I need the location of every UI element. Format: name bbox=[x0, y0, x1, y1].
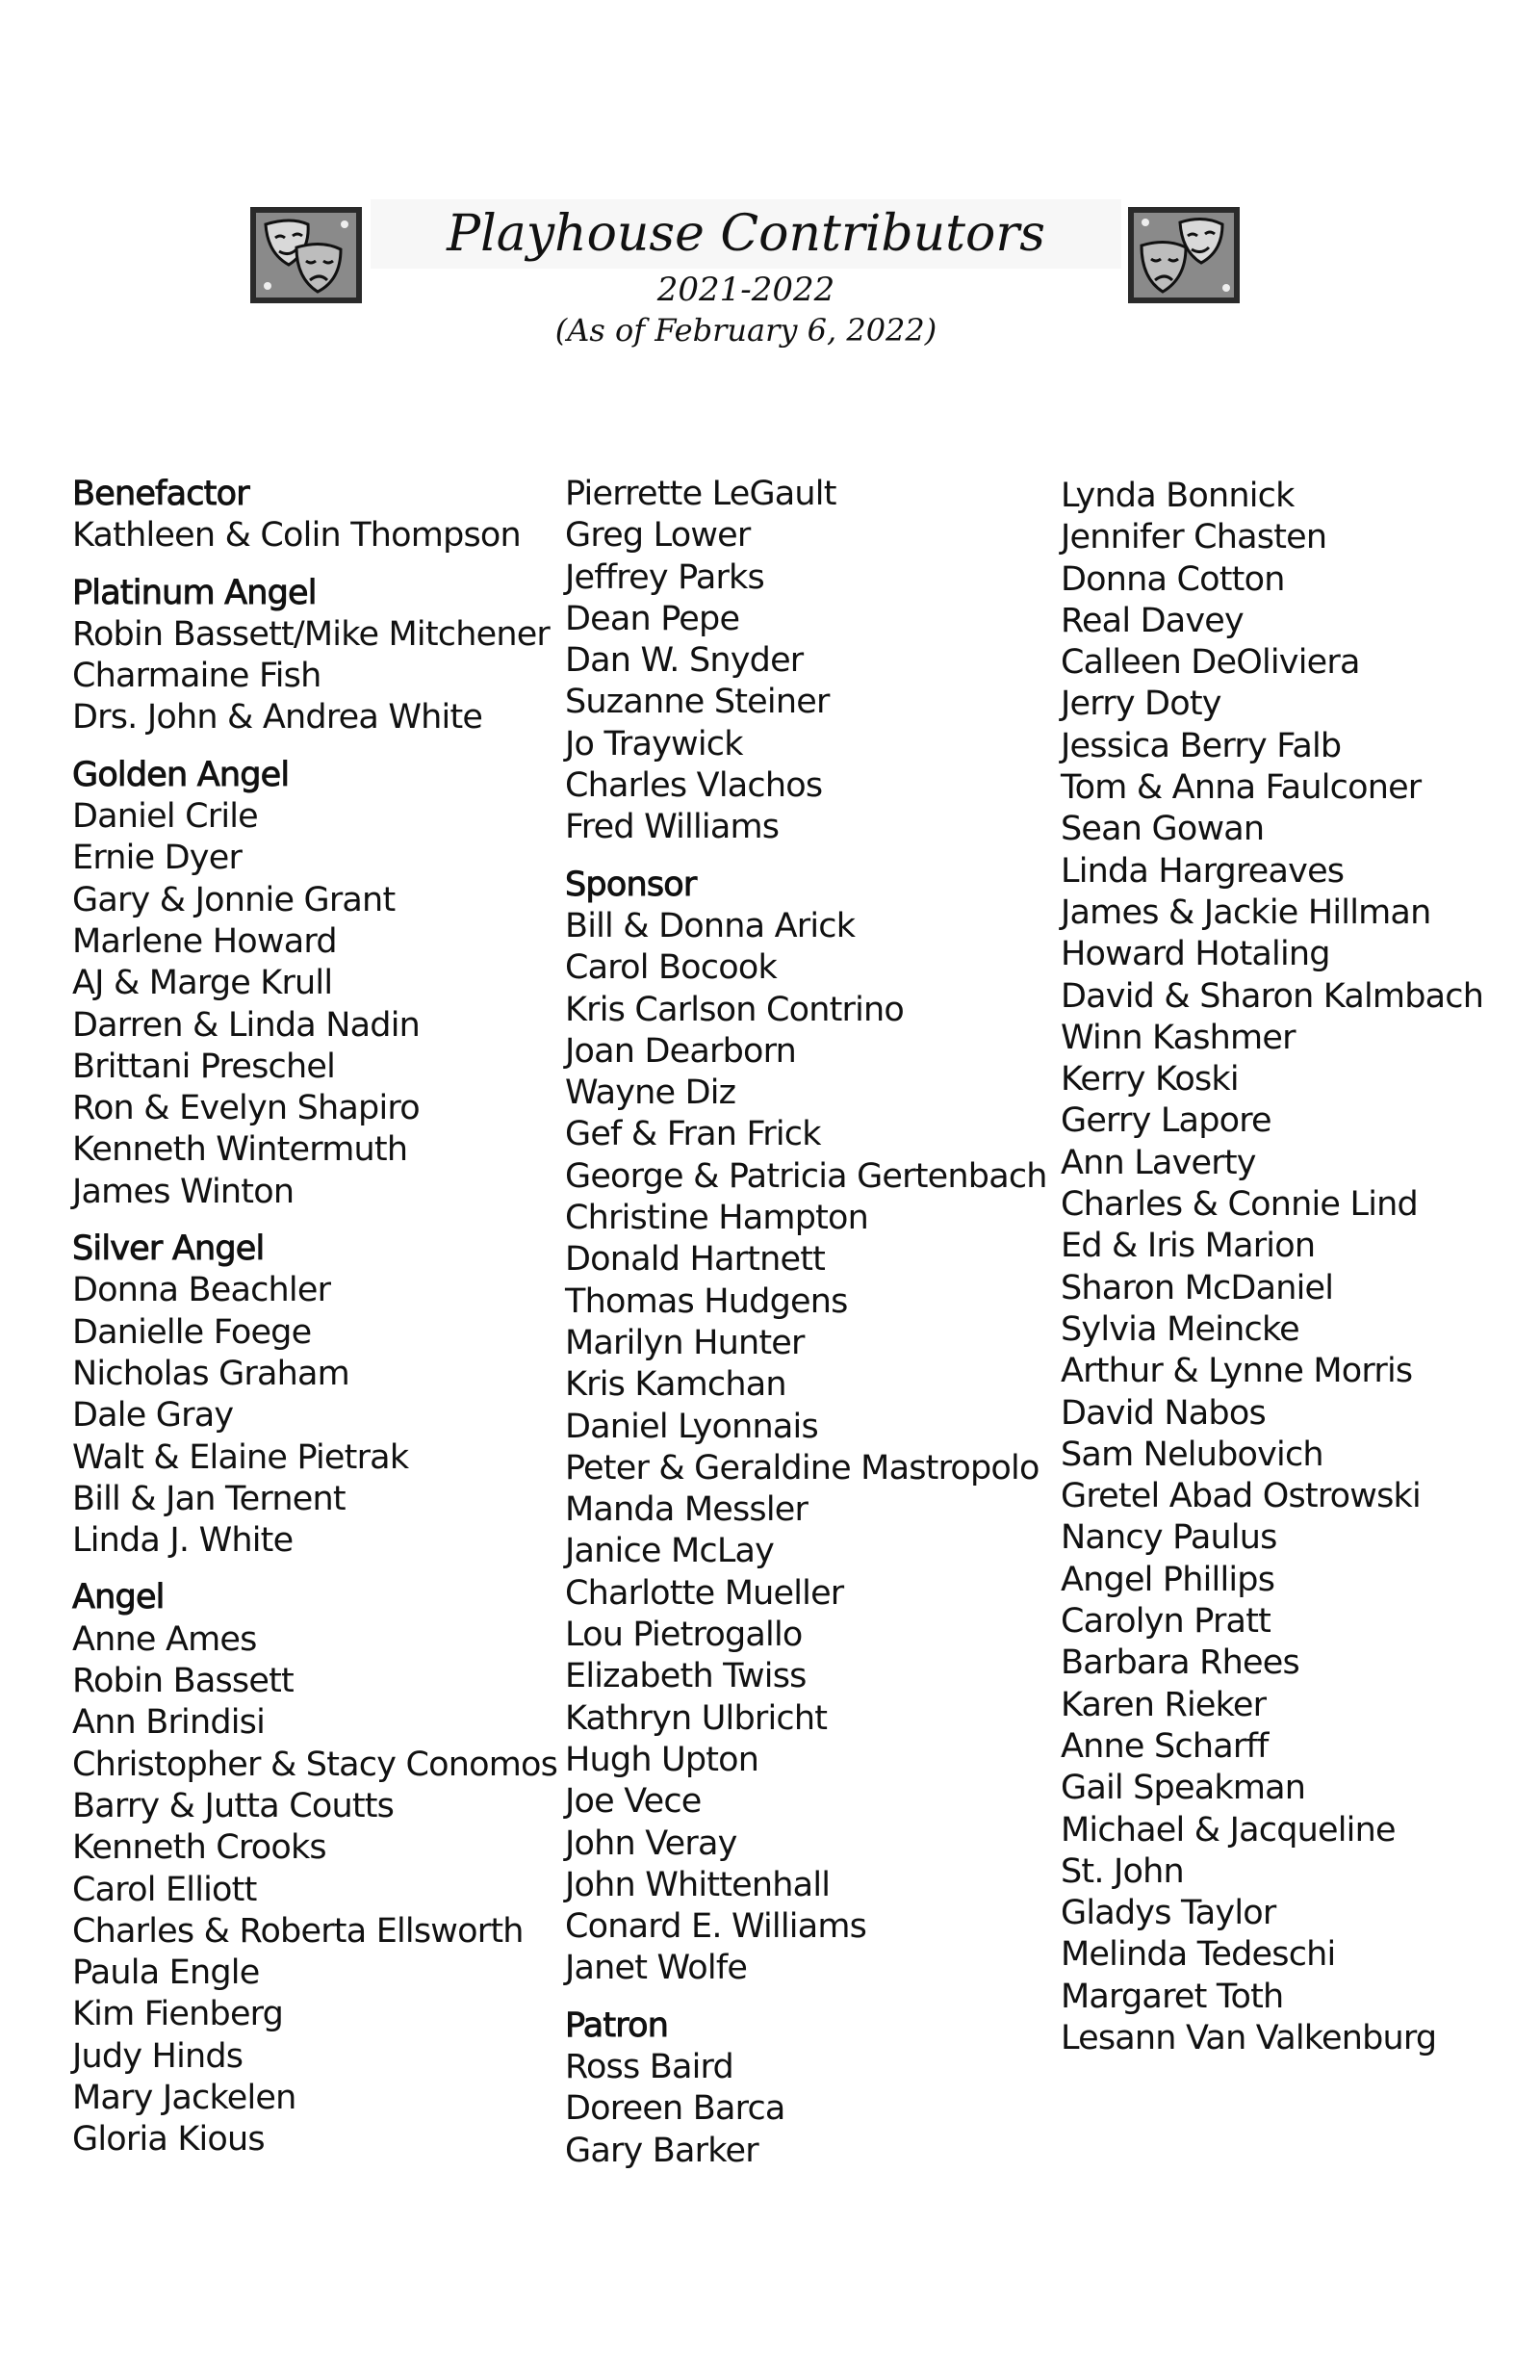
contributor-name: Darren & Linda Nadin bbox=[72, 1005, 421, 1045]
contributor-name: Gail Speakman bbox=[1061, 1769, 1306, 1808]
contributor-name: Kris Kamchan bbox=[565, 1365, 786, 1405]
contributors-column-2 bbox=[565, 474, 1047, 2172]
contributor-name: Greg Lower bbox=[565, 516, 751, 556]
contributor-name: Judy Hinds bbox=[72, 2036, 244, 2076]
contributor-name: Donna Cotton bbox=[1061, 559, 1285, 599]
contributor-name: Real Davey bbox=[1061, 601, 1244, 640]
contributor-name: David Nabos bbox=[1061, 1393, 1266, 1433]
contributor-name: Charles & Connie Lind bbox=[1061, 1185, 1418, 1225]
contributors-column-1 bbox=[72, 474, 557, 2161]
contributor-name: Ron & Evelyn Shapiro bbox=[72, 1089, 420, 1128]
contributor-name: Conard E. Williams bbox=[565, 1907, 867, 1947]
contributor-name: John Whittenhall bbox=[565, 1865, 831, 1904]
contributor-name: Pierrette LeGault bbox=[565, 475, 836, 513]
contributor-name: Jennifer Chasten bbox=[1061, 518, 1327, 557]
contributor-name: Lou Pietrogallo bbox=[565, 1616, 803, 1655]
category-heading: Angel bbox=[72, 1578, 165, 1617]
contributor-name: Wayne Diz bbox=[565, 1074, 736, 1113]
contributor-name: Kerry Koski bbox=[1061, 1060, 1239, 1099]
contributor-name: Melinda Tedeschi bbox=[1061, 1935, 1336, 1975]
contributor-name: Ann Brindisi bbox=[72, 1703, 266, 1743]
contributor-name: Ann Laverty bbox=[1061, 1143, 1256, 1182]
contributor-name: Kenneth Crooks bbox=[72, 1828, 326, 1868]
contributor-name: Lynda Bonnick bbox=[1061, 477, 1295, 515]
page-title: Playhouse Contributors bbox=[371, 199, 1121, 269]
contributor-name: Brittani Preschel bbox=[72, 1047, 336, 1086]
contributor-name: Donna Beachler bbox=[72, 1271, 331, 1310]
contributor-name: Kim Fienberg bbox=[72, 1995, 284, 2034]
contributor-name: Elizabeth Twiss bbox=[565, 1657, 807, 1696]
contributor-name: Nicholas Graham bbox=[72, 1354, 349, 1393]
contributor-name: Linda Hargreaves bbox=[1061, 851, 1345, 891]
contributor-name: Jerry Doty bbox=[1061, 685, 1221, 724]
contributor-name: Sam Nelubovich bbox=[1061, 1435, 1323, 1474]
contributor-name: Margaret Toth bbox=[1061, 1977, 1284, 2016]
section-spacer bbox=[565, 1990, 1047, 2005]
contributor-name: Nancy Paulus bbox=[1061, 1518, 1277, 1558]
contributor-name: Charmaine Fish bbox=[72, 657, 321, 696]
contributor-name: Joe Vece bbox=[565, 1782, 702, 1822]
contributor-name: Drs. John & Andrea White bbox=[72, 698, 483, 737]
contributor-name: Tom & Anna Faulconer bbox=[1061, 768, 1422, 808]
contributor-name: Charles Vlachos bbox=[565, 766, 823, 806]
contributor-name: Arthur & Lynne Morris bbox=[1061, 1352, 1413, 1391]
contributor-name: Hugh Upton bbox=[565, 1740, 759, 1779]
contributor-name: Joan Dearborn bbox=[565, 1031, 797, 1071]
page-header bbox=[245, 197, 1246, 351]
contributor-name: Gerry Lapore bbox=[1061, 1101, 1271, 1141]
contributor-name: Karen Rieker bbox=[1061, 1685, 1267, 1724]
contributor-name: Ross Baird bbox=[565, 2047, 733, 2086]
contributor-name: Marlene Howard bbox=[72, 921, 337, 961]
contributor-name: AJ & Marge Krull bbox=[72, 964, 333, 1003]
contributor-name: Mary Jackelen bbox=[72, 2078, 296, 2117]
category-heading: Benefactor bbox=[72, 475, 249, 513]
contributor-name: Christopher & Stacy Conomos bbox=[72, 1745, 558, 1784]
category-heading: Platinum Angel bbox=[72, 573, 317, 612]
contributor-name: James Winton bbox=[72, 1172, 295, 1211]
section-spacer bbox=[565, 849, 1047, 865]
contributor-name: George & Patricia Gertenbach bbox=[565, 1156, 1047, 1196]
contributors-column-3 bbox=[1061, 476, 1483, 2059]
contributor-name: Anne Ames bbox=[72, 1619, 257, 1659]
category-heading: Golden Angel bbox=[72, 755, 290, 794]
contributor-name: Sean Gowan bbox=[1061, 810, 1265, 849]
contributor-name: Angel Phillips bbox=[1061, 1560, 1275, 1599]
contributor-name: Janice McLay bbox=[565, 1532, 775, 1571]
contributor-name: Jo Traywick bbox=[565, 724, 743, 763]
contributor-name: Kris Carlson Contrino bbox=[565, 990, 905, 1029]
section-spacer bbox=[72, 1213, 557, 1229]
season-years: 2021-2022 bbox=[656, 271, 835, 309]
contributor-name: St. John bbox=[1061, 1851, 1184, 1891]
contributor-name: Barry & Jutta Coutts bbox=[72, 1786, 395, 1825]
contributor-name: Charles & Roberta Ellsworth bbox=[72, 1911, 524, 1951]
contributor-name: Marilyn Hunter bbox=[565, 1323, 805, 1362]
contributor-name: Daniel Lyonnais bbox=[565, 1407, 818, 1446]
contributor-name: Kathleen & Colin Thompson bbox=[72, 516, 521, 556]
contributor-name: Dean Pepe bbox=[565, 599, 740, 638]
contributor-name: Calleen DeOliviera bbox=[1061, 643, 1360, 683]
contributor-name: Linda J. White bbox=[72, 1521, 294, 1561]
contributor-name: Danielle Foege bbox=[72, 1312, 312, 1352]
contributor-name: Sylvia Meincke bbox=[1061, 1309, 1299, 1349]
contributor-name: Michael & Jacqueline bbox=[1061, 1810, 1396, 1850]
contributor-name: Gary & Jonnie Grant bbox=[72, 880, 396, 919]
contributor-name: Kenneth Wintermuth bbox=[72, 1130, 408, 1170]
contributor-name: Jeffrey Parks bbox=[565, 557, 764, 597]
contributor-name: Carolyn Pratt bbox=[1061, 1602, 1271, 1642]
contributor-name: Manda Messler bbox=[565, 1490, 808, 1530]
contributor-name: Gladys Taylor bbox=[1061, 1894, 1276, 1933]
contributor-name: Gretel Abad Ostrowski bbox=[1061, 1477, 1421, 1516]
category-heading: Silver Angel bbox=[72, 1229, 265, 1269]
contributor-name: Peter & Geraldine Mastropolo bbox=[565, 1448, 1040, 1488]
contributor-name: Janet Wolfe bbox=[565, 1949, 748, 1988]
contributor-name: Doreen Barca bbox=[565, 2089, 785, 2129]
contributor-name: Gloria Kious bbox=[72, 2120, 265, 2160]
contributor-name: Gary Barker bbox=[565, 2131, 758, 2170]
section-spacer bbox=[72, 1562, 557, 1577]
contributor-name: Ed & Iris Marion bbox=[1061, 1227, 1316, 1266]
contributor-name: Dan W. Snyder bbox=[565, 641, 804, 681]
theater-masks-icon bbox=[248, 205, 364, 305]
contributor-name: Dale Gray bbox=[72, 1396, 234, 1436]
contributor-name: Jessica Berry Falb bbox=[1061, 726, 1342, 765]
contributor-name: Fred Williams bbox=[565, 808, 780, 847]
contributor-name: Suzanne Steiner bbox=[565, 683, 830, 722]
contributor-name: Carol Elliott bbox=[72, 1870, 257, 1909]
contributor-name: Thomas Hudgens bbox=[565, 1281, 848, 1321]
contributor-name: Charlotte Mueller bbox=[565, 1573, 844, 1613]
contributor-name: Paula Engle bbox=[72, 1953, 260, 1993]
contributor-name: James & Jackie Hillman bbox=[1061, 892, 1431, 932]
contributor-name: Anne Scharff bbox=[1061, 1726, 1269, 1766]
contributor-name: Bill & Jan Ternent bbox=[72, 1479, 346, 1518]
contributor-name: Sharon McDaniel bbox=[1061, 1268, 1334, 1307]
section-spacer bbox=[72, 557, 557, 573]
theater-masks-icon bbox=[1126, 205, 1242, 305]
contributor-name: Bill & Donna Arick bbox=[565, 906, 856, 945]
title-block bbox=[371, 197, 1121, 349]
contributor-name: Lesann Van Valkenburg bbox=[1061, 2018, 1437, 2057]
contributor-name: Robin Bassett bbox=[72, 1662, 294, 1701]
contributor-name: Gef & Fran Frick bbox=[565, 1115, 821, 1154]
as-of-date: (As of February 6, 2022) bbox=[554, 312, 937, 349]
contributor-name: John Veray bbox=[565, 1824, 737, 1863]
contributor-name: Walt & Elaine Pietrak bbox=[72, 1437, 409, 1477]
contributor-name: Carol Bocook bbox=[565, 948, 777, 988]
contributor-name: Robin Bassett/Mike Mitchener bbox=[72, 614, 551, 654]
contributor-name: Howard Hotaling bbox=[1061, 935, 1330, 974]
contributor-name: Christine Hampton bbox=[565, 1199, 869, 1238]
contributor-name: David & Sharon Kalmbach bbox=[1061, 976, 1484, 1016]
contributor-name: Donald Hartnett bbox=[565, 1240, 826, 1280]
contributor-name: Barbara Rhees bbox=[1061, 1643, 1299, 1683]
section-spacer bbox=[72, 739, 557, 755]
category-heading: Sponsor bbox=[565, 865, 697, 904]
contributor-name: Daniel Crile bbox=[72, 797, 258, 837]
contributor-name: Winn Kashmer bbox=[1061, 1018, 1296, 1057]
contributor-name: Ernie Dyer bbox=[72, 839, 243, 878]
category-heading: Patron bbox=[565, 2005, 669, 2045]
contributor-name: Kathryn Ulbricht bbox=[565, 1698, 828, 1738]
